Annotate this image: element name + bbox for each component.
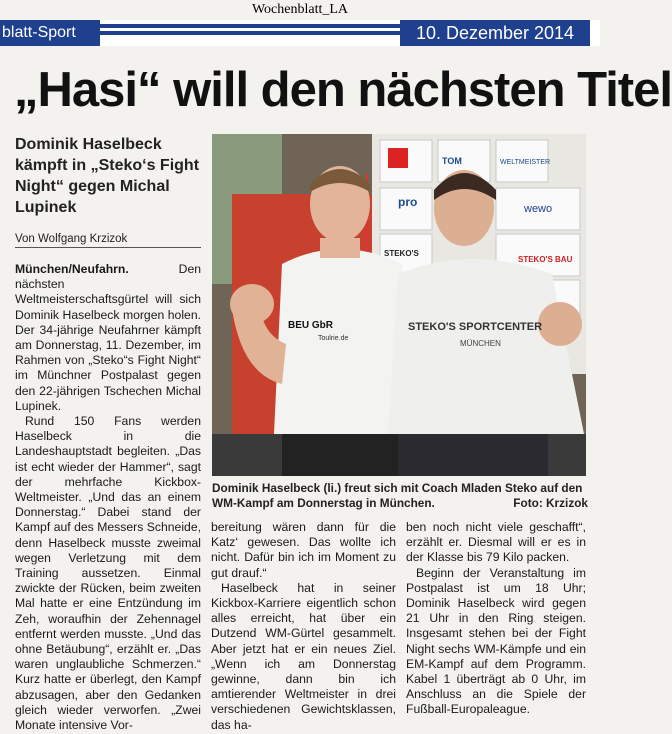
header-stripes — [100, 24, 400, 42]
caption-text: Dominik Haselbeck (li.) freut sich mit Coach Mladen Steko auf den WM-Kampf am Donnerstag in München. — [212, 481, 583, 510]
banner-text: WELTMEISTER — [500, 159, 551, 166]
photo-caption — [212, 481, 588, 511]
banner-text: STEKO'S BAU — [518, 255, 573, 264]
headline: „Hasi“ will den nächsten Titel — [14, 63, 672, 117]
article-paragraph: Beginn der Veranstaltung im Postpalast ist um 18 Uhr; Dominik Haselbeck wird gegen 21 Uhr in den Ring steigen. Insgesamt stehen bei der Fight Night sechs WM-Kämpfe und ein EM-Kampf auf dem Programm. Kabel 1 überträgt ab 0 Uhr, im Anschluss an die Spiele der Fußball-Europaleague. — [406, 565, 586, 717]
banner-text: STEKO'S — [384, 249, 419, 258]
section-name: blatt-Sport — [0, 20, 100, 46]
banner-text: pro — [398, 195, 418, 209]
shirt-print: STEKO'S SPORTCENTER — [408, 321, 543, 333]
section-header — [0, 20, 600, 46]
dateline: München/Neufahrn. — [15, 262, 129, 276]
article-paragraph: Den nächsten Weltmeisterschaftsgürtel will sich Dominik Haselbeck morgen holen. Der 34-jährige Neufahrner kämpft am Donnerstag, 11. Dezember, im Rahmen von „Steko“s Fight Night“ im Münchner Postpalast gegen den 22-jährigen Tschechen Michal Lupinek. — [15, 262, 201, 413]
banner-text: wewo — [524, 203, 553, 215]
article-photo — [212, 134, 586, 476]
shirt-print-small: MÜNCHEN — [460, 339, 501, 348]
article-paragraph: Haselbeck hat in seiner Kickbox-Karriere eigentlich schon alles erreicht, hat über ein Dutzend WM-Gürtel gesammelt. Aber jetzt hat er ein neues Ziel. „Wenn ich am Donnerstag gewinne, dann bin ich amtierender Weltmeister in drei verschiedenen Gewichtsklassen, das ha- — [211, 580, 396, 732]
article-paragraph: bereitung wären dann für die Katz‘ gewesen. Das wollte ich nicht. Dafür bin ich im Moment zu gut drauf.“ — [211, 520, 396, 580]
article-column-2 — [211, 520, 396, 733]
article-paragraph: ben noch nicht viele geschafft“, erzählt er. Diesmal will er es in der Klasse bis 79 Kilo packen. — [406, 520, 586, 565]
photo-illustration — [212, 134, 586, 476]
shirt-sponsor-small: Toulrie.de — [318, 335, 349, 342]
article-column-1 — [15, 262, 201, 733]
subheadline: Dominik Haselbeck kämpft in „Steko‘s Fight Night“ gegen Michal Lupinek — [15, 136, 200, 216]
source-label: Wochenblatt_LA — [251, 2, 349, 17]
article-column-3 — [406, 520, 586, 718]
byline: Von Wolfgang Krzizok — [15, 233, 201, 248]
photo-credit: Foto: Krzizok — [513, 496, 588, 510]
banner-text: TOM — [442, 156, 462, 166]
article-paragraph: Rund 150 Fans werden Haselbeck in die Landeshauptstadt begleiten. „Das ist echt wieder der Hammer“, sagt der mehrfache Kickbox-Weltmeister. „Und das an einem Donnerstag.“ Dabei stand der Kampf auf des Messers Schneide, denn Haselbeck musste zweimal wegen Verletzung mit dem Training aussetzen. Einmal zwickte der Rücken, beim zweiten Mal hatte er eine Entzündung im Zeh, woraufhin der Zehennagel entfernt werden musste. „Und das ohne Betäubung“, erzählt er. „Das waren unglaubliche Schmerzen.“ Kurz hatte er überlegt, den Kampf abzusagen, aber den Gedanken gleich wieder verworfen. „Zwei Monate intensive Vor- — [15, 414, 201, 733]
shirt-sponsor: BEU GbR — [288, 320, 333, 331]
issue-date: 10. Dezember 2014 — [400, 20, 590, 46]
